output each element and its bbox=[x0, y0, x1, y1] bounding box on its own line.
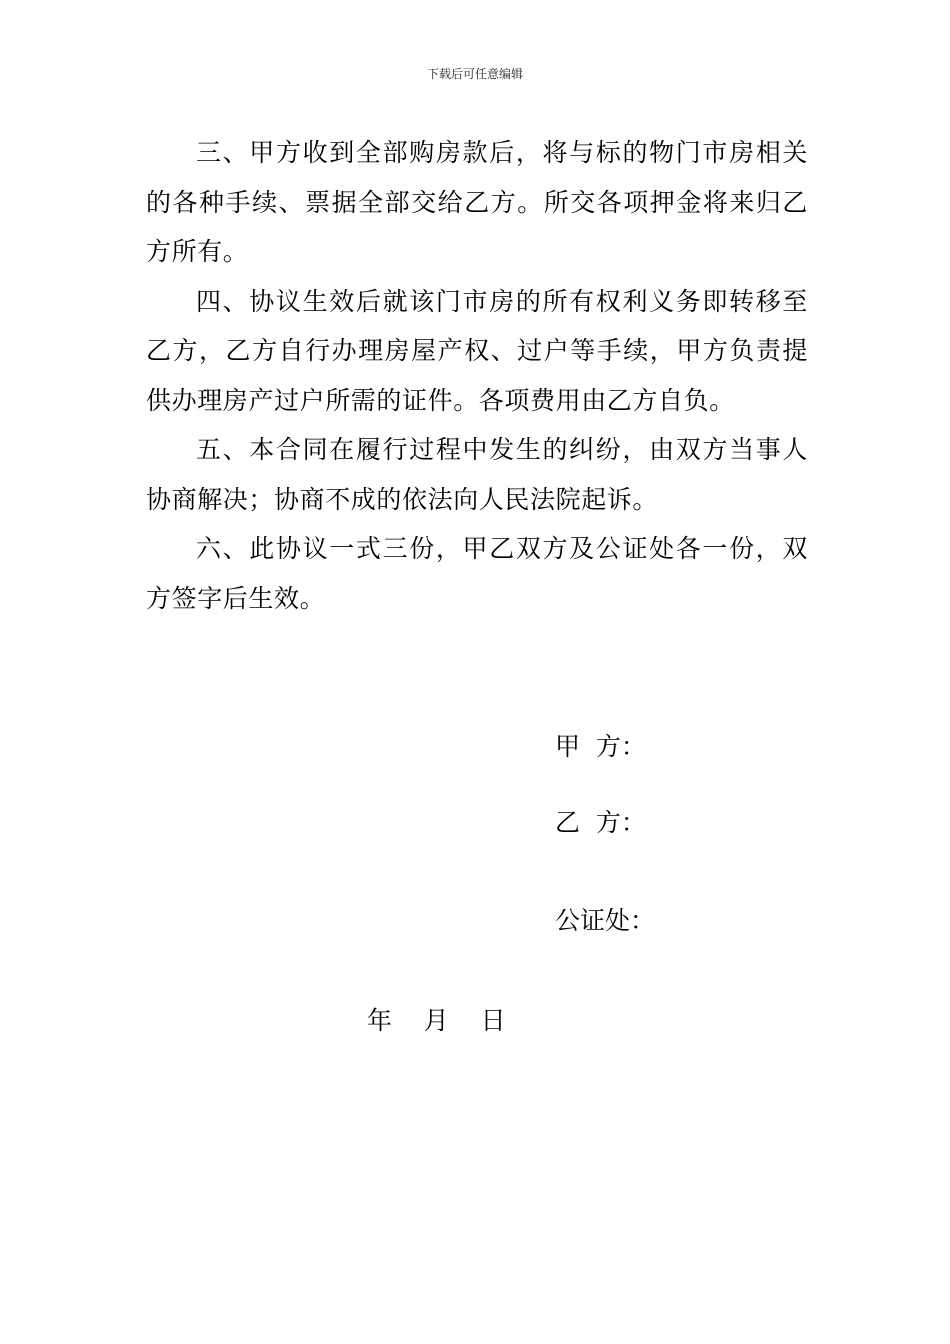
date-line: 年 月 日 bbox=[367, 1006, 506, 1035]
page-header-note: 下载后可任意编辑 bbox=[426, 67, 523, 81]
contract-body bbox=[146, 128, 808, 623]
notary-signature-label: 公证处： bbox=[555, 906, 656, 935]
party-a-signature-label: 甲 方： bbox=[555, 732, 646, 761]
clause-5: 五、本合同在履行过程中发生的纠纷，由双方当事人协商解决；协商不成的依法向人民法院起诉。 bbox=[146, 435, 808, 514]
party-b-signature-label: 乙 方： bbox=[555, 808, 646, 837]
clause-6: 六、此协议一式三份，甲乙双方及公证处各一份，双方签字后生效。 bbox=[146, 534, 808, 613]
clause-3: 三、甲方收到全部购房款后，将与标的物门市房相关的各种手续、票据全部交给乙方。所交各项押金将来归乙方所有。 bbox=[146, 138, 808, 266]
clause-4: 四、协议生效后就该门市房的所有权利义务即转移至乙方，乙方自行办理房屋产权、过户等手续，甲方负责提供办理房产过户所需的证件。各项费用由乙方自负。 bbox=[146, 286, 808, 415]
